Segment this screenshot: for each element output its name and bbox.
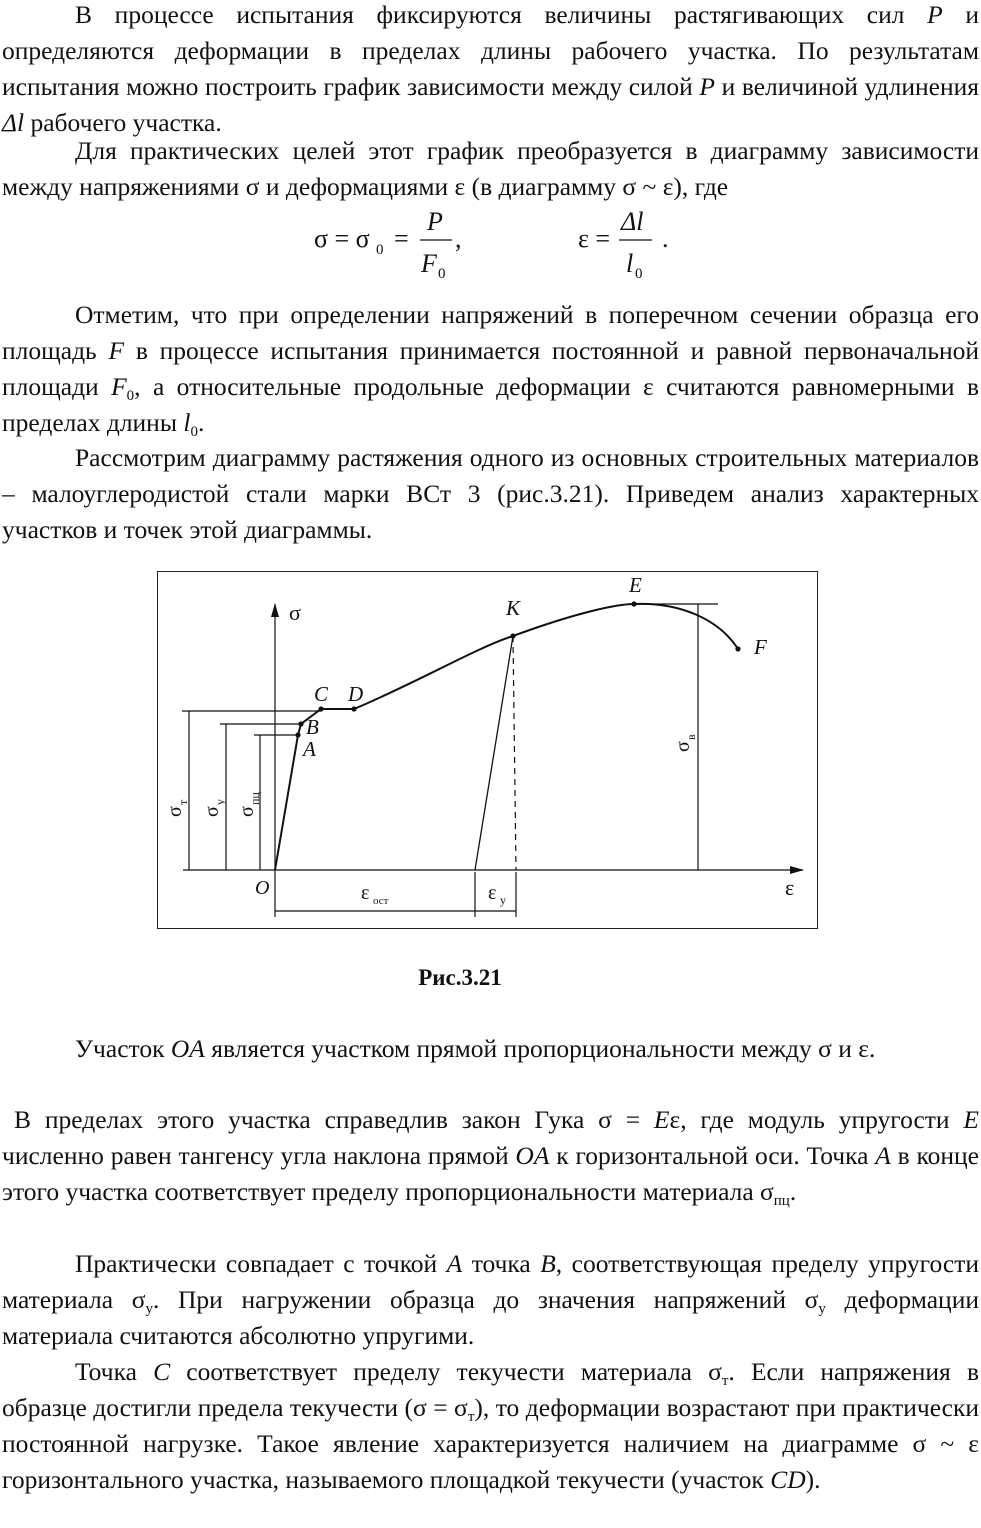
text: и величиной удлинения — [714, 72, 980, 101]
text: Практически совпадает с точкой — [75, 1249, 447, 1278]
label-sigma-y-sub: у — [213, 799, 227, 805]
text: точка — [462, 1249, 541, 1278]
symbol-CD: CD — [770, 1465, 806, 1494]
formula-eps-lhs: ε = — [578, 224, 611, 253]
text: численно равен тангенсу угла наклона прямой — [2, 1141, 516, 1170]
text: . При нагружении образца до значения напряжений σ — [152, 1285, 819, 1314]
label-sigma-y — [201, 799, 227, 817]
text: , соответствующая пределу упругости материала σ — [2, 1249, 979, 1314]
stress-strain-formula — [0, 200, 981, 290]
label-eps-ost: ε — [361, 882, 370, 904]
paragraph-1 — [2, 0, 979, 141]
projection-dashed — [513, 636, 516, 870]
subscript: т — [467, 1409, 475, 1425]
text: и определяются деформации в пределах длины рабочего участка. По результатам испытания можно построить график зависимости между силой — [2, 0, 979, 101]
subscript: у — [145, 1301, 153, 1317]
label-eps-y-sub: у — [500, 893, 506, 907]
symbol-OA: OA — [170, 1034, 205, 1063]
formula-numerator-P: P — [427, 207, 443, 236]
label-origin-O: O — [255, 877, 270, 899]
label-K: K — [506, 596, 521, 620]
text: В пределах этого участка справедлив закон Гука σ = — [14, 1105, 654, 1134]
point-D — [351, 706, 356, 711]
symbol-A: A — [875, 1141, 891, 1170]
formula-numerator-dl: Δl — [621, 207, 644, 236]
symbol-F0: F — [111, 372, 127, 401]
formula-denominator-sub: 0 — [635, 266, 643, 282]
label-eps-ost-sub: ост — [373, 895, 389, 907]
symbol-B: B — [540, 1249, 556, 1278]
text: ), то деформации возрастают при практически постоянной нагрузке. Такое явление характеризуется наличием на диаграмме σ ~ ε горизонтального участка, называемого площадкой текучести (участок — [2, 1393, 979, 1494]
text: . Если напряжения в образце достигли предела текучести (σ = σ — [2, 1357, 979, 1422]
text: , а относительные продольные деформации ε считаются равномерными в пределах длины — [2, 372, 979, 437]
point-K — [510, 633, 515, 638]
unloading-line — [475, 636, 513, 870]
paragraph-4: Рассмотрим диаграмму растяжения одного из основных строительных материалов – малоуглеродистой стали марки ВСт 3 (рис.3.21). Приведем анализ характерных участков и точек этой диаграммы. — [2, 443, 979, 544]
subscript: т — [721, 1373, 729, 1389]
label-D: D — [348, 682, 364, 706]
label-E: E — [629, 573, 642, 597]
symbol-P: P — [927, 0, 943, 29]
point-E — [631, 601, 636, 606]
text: в процессе испытания принимается постоянной и равной первоначальной площади — [2, 336, 979, 401]
figure-caption: Рис.3.21 — [418, 965, 502, 990]
text: является участком прямой пропорциональности между σ и ε. — [204, 1034, 876, 1063]
label-epsilon-axis: ε — [785, 875, 795, 900]
label-sigma-pts — [236, 792, 262, 817]
label-C: C — [314, 682, 329, 706]
point-B — [298, 721, 303, 726]
label-sigma-v — [672, 734, 698, 752]
subscript: 0 — [126, 388, 135, 404]
subscript: пц — [773, 1193, 790, 1209]
text: Отметим, что при определении напряжений в поперечном сечении образца его площадь — [2, 300, 979, 365]
label-sigma-pts-symbol: σ — [236, 806, 258, 817]
point-F — [735, 646, 740, 651]
symbol-OA: OA — [515, 1141, 550, 1170]
subscript: у — [818, 1301, 826, 1317]
text: . — [789, 1177, 797, 1206]
label-sigma-v-sub: в — [684, 734, 698, 740]
text: деформации материала считаются абсолютно упругими. — [2, 1285, 979, 1350]
label-sigma-axis: σ — [289, 600, 301, 625]
symbol-delta-l: Δl — [2, 108, 25, 137]
paragraph-8 — [2, 1354, 979, 1498]
formula-sigma-lhs: σ = σ — [314, 224, 370, 253]
diagram-svg — [158, 572, 816, 927]
label-sigma-pts-sub: пц — [248, 792, 262, 805]
symbol-P: P — [699, 72, 715, 101]
formula-sigma-sub: 0 — [376, 242, 384, 258]
label-sigma-t-sub: т — [176, 799, 190, 805]
label-F: F — [754, 635, 767, 659]
text: к горизонтальной оси. Точка — [549, 1141, 876, 1170]
formula-denominator-F: F — [421, 249, 437, 278]
paragraph-2: Для практических целей этот график преобразуется в диаграмму зависимости между напряжениями σ и деформациями ε (в диаграмму σ ~ ε), где — [2, 136, 979, 201]
symbol-C: C — [153, 1357, 171, 1386]
text: рабочего участка. — [24, 108, 222, 137]
stress-strain-curve — [275, 604, 738, 870]
text: ). — [805, 1465, 821, 1494]
formula-comma: , — [455, 224, 462, 253]
label-B: B — [306, 715, 319, 739]
label-sigma-t-symbol: σ — [164, 806, 186, 817]
stress-strain-diagram — [157, 571, 818, 929]
paragraph-5 — [2, 1031, 979, 1067]
label-sigma-v-symbol: σ — [672, 741, 694, 752]
symbol-E: E — [963, 1105, 979, 1134]
symbol-l0: l — [183, 408, 191, 437]
text: в конце этого участка соответствует пределу пропорциональности материала σ — [2, 1141, 979, 1206]
text: . — [197, 408, 205, 437]
label-A: A — [303, 737, 316, 761]
point-C — [318, 706, 323, 711]
formula-equals: = — [394, 224, 409, 253]
text: соответствует пределу текучести материала σ — [170, 1357, 722, 1386]
paragraph-7 — [2, 1246, 979, 1354]
text: Участок — [75, 1034, 171, 1063]
point-A — [295, 732, 300, 737]
symbol-A: A — [446, 1249, 463, 1278]
paragraph-3 — [2, 297, 979, 441]
formula-period: . — [662, 224, 669, 253]
subscript: 0 — [190, 424, 198, 440]
label-sigma-y-symbol: σ — [201, 806, 223, 817]
label-sigma-t — [164, 799, 190, 817]
text: ε, где модуль упругости — [669, 1105, 964, 1134]
formula-denominator-sub: 0 — [438, 266, 446, 282]
text: В процессе испытания фиксируются величины растягивающих сил — [75, 0, 928, 29]
symbol-F: F — [108, 336, 125, 365]
formula-denominator-l: l — [626, 249, 634, 278]
text: Точка — [75, 1357, 154, 1386]
label-eps-y: ε — [488, 882, 497, 904]
symbol-E: E — [653, 1105, 670, 1134]
paragraph-6 — [2, 1102, 979, 1210]
